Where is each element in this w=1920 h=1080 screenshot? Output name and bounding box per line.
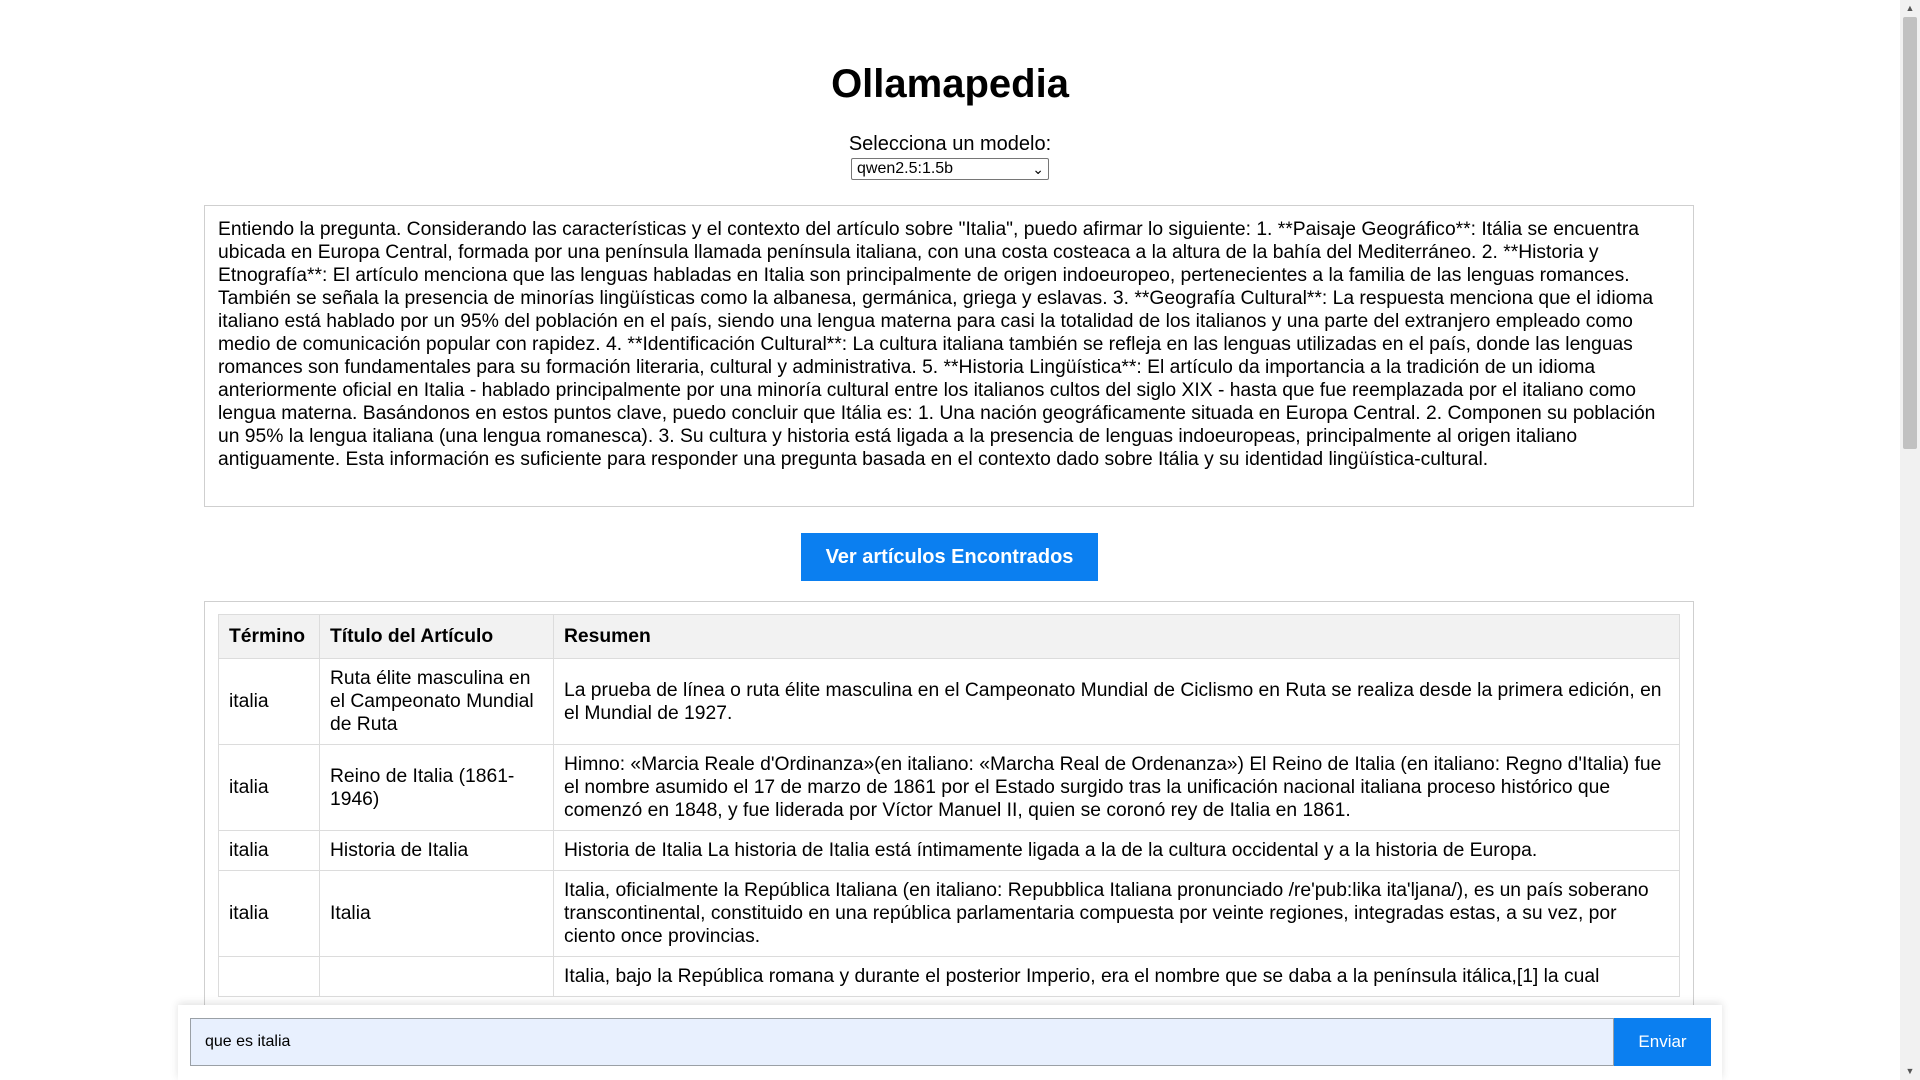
- articles-table: [218, 614, 1680, 997]
- scroll-up-icon[interactable]: ▲: [1905, 3, 1915, 13]
- send-button[interactable]: Enviar: [1614, 1018, 1711, 1066]
- cell-title: Ruta élite masculina en el Campeonato Mundial de Ruta: [320, 659, 554, 745]
- scrollbar-thumb[interactable]: [1903, 17, 1917, 449]
- cell-title: Historia de Italia: [320, 831, 554, 871]
- cell-summary: Himno: «Marcia Reale d'Ordinanza»(en italiano: «Marcha Real de Ordenanza») El Reino de Italia (en italiano: Regno d'Italia) fue el nombre asumido el 17 de marzo de 1861 por el Estado surgido tras la unificación nacional italiana proceso histórico que comenzó en 1848, y fue liderada por Víctor Manuel II, quien se coronó rey de Italia en 1861.: [554, 745, 1680, 831]
- table-row: [219, 871, 1680, 957]
- page-title: Ollamapedia: [831, 62, 1069, 106]
- header-summary: Resumen: [554, 615, 1680, 659]
- cell-summary: Italia, oficialmente la República Italiana (en italiano: Repubblica Italiana pronunciado /re'pub:lika ita'ljana/), es un país soberano transcontinental, constituido en una república parlamentaria compuesta por veinte regiones, integradas estas, a su vez, por ciento once provincias.: [554, 871, 1680, 957]
- cell-title: Reino de Italia (1861-1946): [320, 745, 554, 831]
- table-row: [219, 831, 1680, 871]
- cell-term: [219, 957, 320, 997]
- header-term: Término: [219, 615, 320, 659]
- cell-title: [320, 957, 554, 997]
- results-panel: [204, 601, 1694, 1021]
- table-header-row: [219, 615, 1680, 659]
- model-label: Selecciona un modelo:: [848, 133, 1052, 155]
- cell-term: italia: [219, 871, 320, 957]
- chat-bar: [178, 1005, 1722, 1080]
- cell-summary: Italia, bajo la República romana y durante el posterior Imperio, era el nombre que se daba a la península itálica,[1] la cual: [554, 957, 1680, 997]
- cell-title: Italia: [320, 871, 554, 957]
- answer-box: [204, 205, 1694, 507]
- header-title: Título del Artículo: [320, 615, 554, 659]
- model-selector: [0, 132, 1900, 180]
- model-select-value: qwen2.5:1.5b: [857, 160, 954, 177]
- answer-text: Entiendo la pregunta. Considerando las características y el contexto del artículo sobre "Italia", puedo afirmar lo siguiente: 1. **Paisaje Geográfico**: Itália se encuentra ubicada en Europa Central, formada por una península llamada península italiana, con una costa costeaca a la altura de la bahía del Mediterráneo. 2. **Historia y Etnografía**: El artículo menciona que las lenguas habladas en Italia son principalmente de origen indoeuropeo, pertenecientes a la familia de las lenguas romances. También se señala la presencia de minorías lingüísticas como la albanesa, germánica, griega y eslavas. 3. **Geografía Cultural**: La respuesta menciona que el idioma italiano está hablado por un 95% del población en el país, siendo una lengua materna para casi la totalidad de los italianos y una parte del extranjero empleado como medio de comunicación popular con rapidez. 4. **Identificación Cultural**: La cultura italiana también se refleja en las lenguas utilizadas en el país, donde las lenguas romances son fundamentales para su formación literaria, cultural y administrativa. 5. **Historia Lingüística**: El artículo da importancia a la tradición de un idioma anteriormente oficial en Italia - hablado principalmente por una minoría cultural entre los italianos cultos del siglo XIX - hasta que fue reemplazada por el italiano como lengua materna. Basándonos en estos puntos clave, puedo concluir que Itália es: 1. Una nación geográficamente situada en Europa Central. 2. Componen su población un 95% la lengua italiana (una lengua romanesca). 3. Su cultura y historia está ligada a la presencia de lenguas indoeuropeas, principalmente al origen italiano antiguamente. Esta información es suficiente para responder una pregunta basada en el contexto dado sobre Itália y su identidad lingüística-cultural.: [218, 219, 1656, 470]
- scroll-down-icon[interactable]: ▼: [1905, 1066, 1915, 1076]
- model-select[interactable]: [851, 158, 1049, 180]
- cell-term: italia: [219, 659, 320, 745]
- table-row: [219, 659, 1680, 745]
- cell-summary: La prueba de línea o ruta élite masculina en el Campeonato Mundial de Ciclismo en Ruta se realiza desde la primera edición, en el Mundial de 1927.: [554, 659, 1680, 745]
- chevron-down-icon: ⌄: [1032, 161, 1044, 177]
- cell-summary: Historia de Italia La historia de Italia está íntimamente ligada a la de la cultura occidental y a la historia de Europa.: [554, 831, 1680, 871]
- table-row: [219, 745, 1680, 831]
- table-row: [219, 957, 1680, 997]
- question-input[interactable]: que es italia: [190, 1018, 1614, 1066]
- vertical-scrollbar[interactable]: [1900, 0, 1920, 1080]
- view-articles-button[interactable]: Ver artículos Encontrados: [801, 533, 1098, 581]
- cell-term: italia: [219, 745, 320, 831]
- cell-term: italia: [219, 831, 320, 871]
